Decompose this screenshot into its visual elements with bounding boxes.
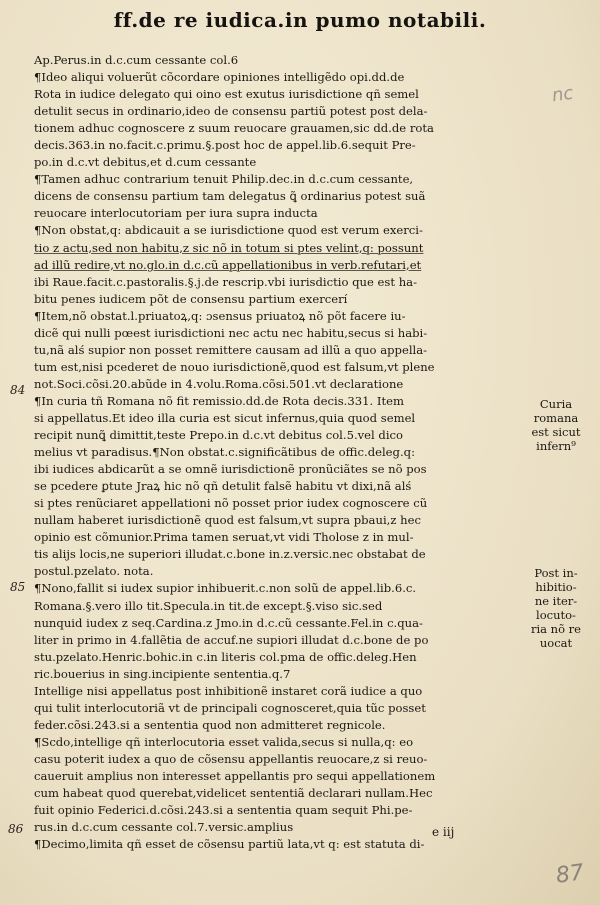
text-line: ¶Nono,fallit si iudex supior inhibuerit.c.non solũ de appel.lib.6.c.	[34, 581, 417, 596]
margin-note-line: Curia	[539, 397, 573, 411]
text-line: ¶Decimo,limita qñ esset de cõsensu partiũ lata,vt q: est statuta di-	[34, 837, 425, 852]
text-line: ric.bouerius in sing.incipiente sententia.q.7	[34, 666, 291, 681]
text-line: ¶Tamen adhuc contrarium tenuit Philip.dec.in d.c.cum cessante,	[34, 172, 414, 187]
text-line: Rota in iudice delegato qui oino est exutus iurisdictione qñ semel	[34, 87, 419, 102]
text-line: ¶Ideo aliqui voluerũt cõcordare opiniones intelligẽdo opi.dd.de	[34, 70, 405, 85]
margin-note-line: hibitio-	[535, 580, 577, 594]
text-line: casu poterit iudex a quo de cõsensu appellantis reuocare,z si reuo-	[34, 751, 428, 766]
text-line: tu,nã alś supior non posset remittere causam ad illũ a quo appella-	[34, 342, 428, 357]
margin-note-line: romana	[533, 411, 579, 425]
text-line: ad illũ redire,vt no.glo.in d.c.cũ appellationibus in verb.refutari,et	[34, 257, 422, 272]
text-line: si appellatus.Et ideo illa curia est sicut infernus,quia quod semel	[34, 410, 416, 425]
text-line: ¶Non obstat,q: abdicauit a se iurisdictione quod est verum exerci-	[34, 223, 423, 238]
text-line: tis alijs locis,ne superiori illudat.c.bone in.z.versic.nec obstabat de	[34, 547, 426, 562]
text-line: ibi iudices abdicarũt a se omnẽ iurisdictionẽ pronũciãtes se nõ pos	[34, 462, 427, 477]
text-line: tum est,nisi pcederet de nouo iurisdictionẽ,quod est falsum,vt plene	[34, 359, 435, 374]
text-line: cum habeat quod querebat,videlicet sententiã declarari nullam.Hec	[34, 786, 433, 801]
margin-number-86: 86	[8, 822, 24, 836]
text-line: rus.in d.c.cum cessante col.7.versic.amplius	[34, 820, 294, 835]
text-line: ibi Raue.facit.c.pastoralis.§.j.de rescrip.vbi iurisdictio que est ha-	[34, 274, 418, 289]
text-line: ¶Item,nõ obstat.l.priuatoꝝ,q: ɔsensus priuatoꝝ nõ põt facere iu-	[34, 308, 406, 323]
text-line: liter in primo in 4.fallẽtia de accuf.ne supiori illudat d.c.bone de po	[34, 632, 429, 647]
text-line: stu.pzelato.Henric.bohic.in c.in literis col.pma de offic.deleg.Hen	[34, 649, 417, 664]
text-line: ¶Scdo,intellige qñ interlocutoria esset valida,secus si nulla,q: eo	[34, 734, 414, 749]
margin-note-line: uocat	[539, 636, 573, 650]
margin-note-curia-romana	[520, 397, 592, 453]
text-line: bitu penes iudicem põt de consensu partium exercerí	[34, 291, 348, 306]
text-line: detulit secus in ordinario,ideo de consensu partiũ potest post dela-	[34, 104, 428, 119]
margin-note-line: ne iter-	[534, 594, 578, 608]
margin-note-line: Post in-	[534, 566, 578, 580]
margin-note-line: ria nõ re	[531, 622, 581, 636]
text-line: tio z actu,sed non habitu,z sic nõ in totum si ptes velint,q: possunt	[34, 240, 424, 255]
pencil-mark-bottom: 87	[554, 860, 586, 889]
text-line: dicẽ qui nulli pœest iurisdictioni nec actu nec habitu,secus si habi-	[34, 325, 428, 340]
text-line: feder.cõsi.243.si a sententia quod non admitteret regnicole.	[34, 717, 386, 732]
text-line: tionem adhuc cognoscere z suum reuocare grauamen,sic dd.de rota	[34, 121, 434, 136]
main-text-block	[34, 52, 514, 853]
text-line: melius vt paradisus.¶Non obstat.c.significãtibus de offic.deleg.q:	[34, 445, 415, 460]
text-line: reuocare interlocutoriam per iura supra inducta	[34, 206, 318, 221]
text-line: recipit nunꝗ̃ dimittit,teste Prepo.in d.c.vt debitus col.5.vel dico	[34, 428, 404, 443]
margin-note-line: est sicut	[531, 425, 581, 439]
text-line: nullam haberet iurisdictionẽ quod est falsum,vt supra pbaui,z hec	[34, 513, 421, 528]
text-line: dicens de consensu partium tam delegatus ꝗ̃ ordinarius potest suã	[34, 189, 426, 204]
text-line: po.in d.c.vt debitus,et d.cum cessante	[34, 155, 257, 170]
text-line: qui tulit interlocutoriã vt de principali cognosceret,quia tũc posset	[34, 700, 426, 715]
text-line: opinio est cõmunior.Prima tamen seruat,vt vidi Tholose z in mul-	[34, 530, 414, 545]
text-line: not.Soci.cõsi.20.abũde in 4.volu.Roma.cõsi.501.vt declaratione	[34, 376, 404, 391]
text-line: se pcedere ꝑtute Jraꝝ hic nõ qñ detulit falsẽ habitu vt dixi,nã alś	[34, 479, 412, 494]
running-head: ff.de re iudica.in pumo notabili.	[113, 8, 487, 32]
text-line: Romana.§.vero illo tit.Specula.in tit.de except.§.viso sic.sed	[34, 598, 383, 613]
text-line: ¶In curia tñ Romana nõ fit remissio.dd.de Rota decis.331. Item	[34, 393, 404, 408]
text-line: postul.pzelato. nota.	[34, 564, 154, 579]
text-line: decis.363.in no.facit.c.primu.§.post hoc de appel.lib.6.sequit Pre-	[34, 138, 416, 153]
text-line: Ap.Perus.in d.c.cum cessante col.6	[34, 53, 239, 67]
pencil-mark-top: nc	[550, 82, 575, 107]
text-line: caueruit amplius non interesset appellantis pro sequi appellationem	[34, 768, 436, 783]
text-line: fuit opinio Federici.d.cõsi.243.si a sententia quam sequit Phi.pe-	[34, 803, 413, 818]
text-line: Intellige nisi appellatus post inhibitionẽ instaret corã iudice a quo	[34, 683, 423, 698]
text-line: nunquid iudex z seq.Cardina.z Jmo.in d.c.cũ cessante.Fel.in c.qua-	[34, 615, 423, 630]
margin-number-84: 84	[10, 383, 26, 397]
margin-number-85: 85	[10, 580, 26, 594]
text-line: si ptes renũciaret appellationi nõ posset prior iudex cognoscere cũ	[34, 496, 428, 511]
margin-note-line: infern⁹	[536, 439, 576, 453]
margin-note-line: locuto-	[536, 608, 576, 622]
margin-note-post-inhibitionem	[520, 566, 592, 650]
signature-mark: e iij	[432, 825, 455, 839]
